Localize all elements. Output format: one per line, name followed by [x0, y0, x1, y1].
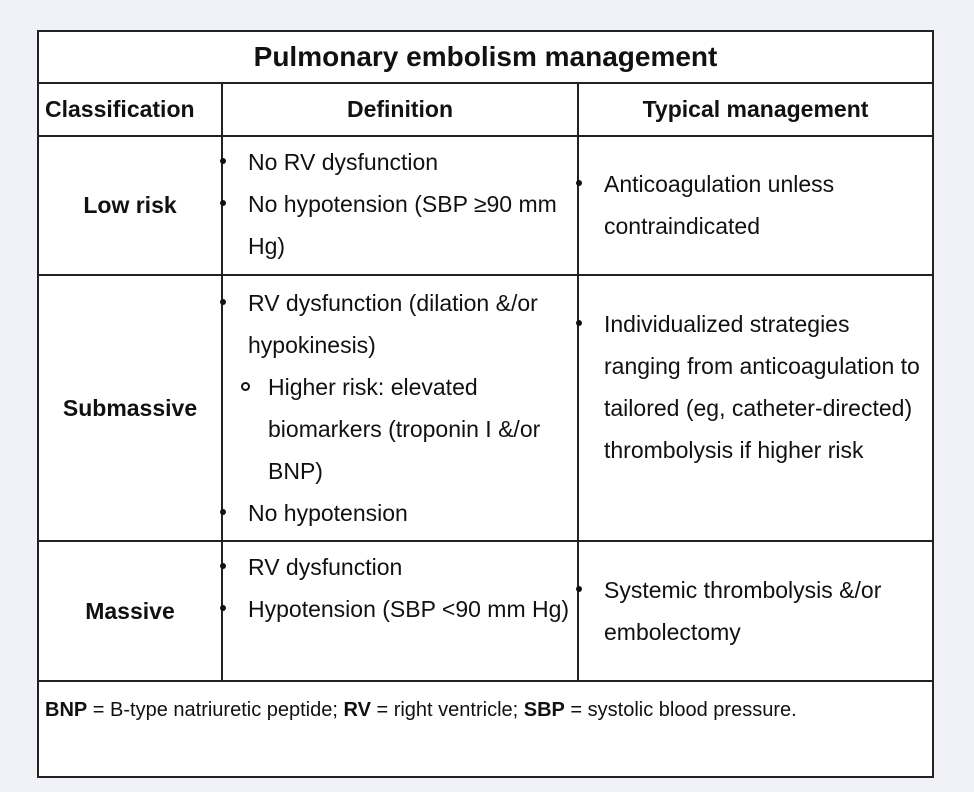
list-item: RV dysfunction: [248, 546, 573, 588]
list-item: No hypotension: [248, 492, 573, 534]
bullet-icon: [576, 180, 582, 186]
bullet-icon: [220, 509, 226, 515]
table-row-submassive: [39, 276, 932, 542]
header-management: Typical management: [642, 96, 869, 122]
table-footnote: BNP = B-type natriuretic peptide; RV = right ventricle; SBP = systolic blood pressure.: [45, 699, 797, 721]
definition-cell: [223, 542, 579, 680]
header-definition: Definition: [223, 84, 579, 135]
classification-cell: Massive: [39, 542, 223, 680]
bullet-icon: [220, 158, 226, 164]
bullet-icon: [220, 563, 226, 569]
hollow-bullet-icon: [241, 382, 250, 391]
management-cell: [579, 276, 932, 540]
pe-management-table: [37, 30, 934, 778]
list-item: Individualized strategies ranging from anticoagulation to tailored (eg, catheter-directed) thrombolysis if higher risk: [604, 303, 926, 471]
header-classification: Classification: [39, 84, 223, 135]
table-row-massive: [39, 542, 932, 682]
list-item: Anticoagulation unless contraindicated: [604, 163, 926, 247]
definition-cell: [223, 276, 579, 540]
header-row: [39, 84, 932, 137]
list-item: Hypotension (SBP <90 mm Hg): [248, 588, 573, 630]
classification-cell: Submassive: [39, 276, 223, 540]
sub-list-item: Higher risk: elevated biomarkers (troponin I &/or BNP): [248, 366, 573, 492]
table-title: Pulmonary embolism management: [39, 32, 932, 84]
classification-cell: Low risk: [39, 137, 223, 274]
list-item: No RV dysfunction: [248, 141, 573, 183]
management-cell: [579, 542, 932, 680]
bullet-icon: [576, 320, 582, 326]
management-cell: [579, 137, 932, 274]
bullet-icon: [220, 200, 226, 206]
bullet-icon: [576, 586, 582, 592]
definition-cell: [223, 137, 579, 274]
list-item: Systemic thrombolysis &/or embolectomy: [604, 569, 926, 653]
bullet-icon: [220, 299, 226, 305]
table-row-low-risk: [39, 137, 932, 276]
list-item: No hypotension (SBP ≥90 mm Hg): [248, 183, 573, 267]
bullet-icon: [220, 605, 226, 611]
list-item: RV dysfunction (dilation &/or hypokinesis): [248, 282, 573, 366]
